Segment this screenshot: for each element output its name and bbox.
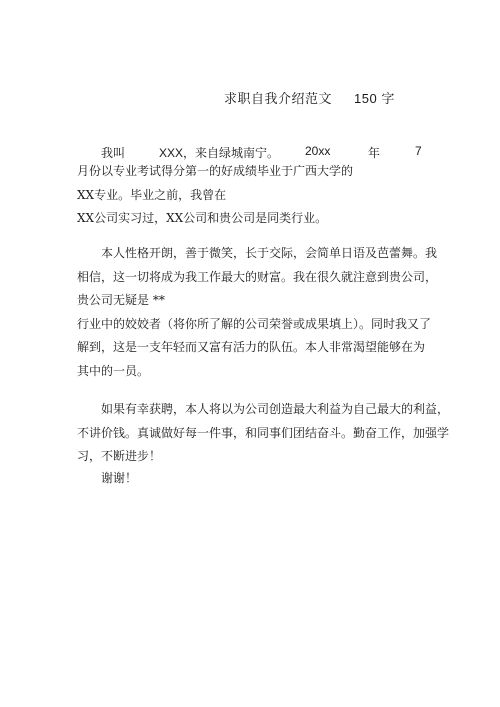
- para2-line-6: 其中的一员。: [77, 363, 150, 378]
- paragraph-1: [77, 160, 437, 231]
- para3-line-1: 如果有幸获聘，本人将以为公司创造最大利益为自己最大的利益，: [101, 402, 450, 416]
- title-text: 求职自我介绍范文: [224, 92, 333, 107]
- para2-line-5: 解到，这是一支年轻而又富有活力的队伍。本人非常渴望能够在为: [77, 340, 426, 354]
- para1-line-3: XX专业。毕业之前，我曾在: [77, 187, 227, 202]
- para3-line-2: 不讲价钱。真诚做好每一件事，和同事们团结奋斗。勤奋工作，加强学: [77, 425, 450, 440]
- closing-text: 谢谢！: [101, 471, 138, 485]
- paragraph-2: [77, 242, 437, 383]
- document-title: [224, 88, 395, 107]
- para1-line-2: 月份以专业考试得分第一的好成绩毕业于广西大学的: [77, 164, 354, 178]
- para1-word-1: 我叫: [101, 146, 126, 160]
- para2-line-1: 本人性格开朗，善于微笑，长于交际，会简单日语及芭蕾舞。我: [101, 246, 438, 260]
- title-word-count: 150 字: [354, 91, 395, 106]
- closing-paragraph: [77, 467, 437, 491]
- paragraph-3: [77, 398, 450, 469]
- para1-line-4: XX公司实习过，XX公司和贵公司是同类行业。: [77, 211, 328, 225]
- para2-line-4: 行业中的姣姣者（将你所了解的公司荣誉或成果填上）。同时我又了: [77, 316, 432, 331]
- para1-word-4: 年: [368, 146, 381, 160]
- para1-word-3: 20xx: [305, 144, 331, 158]
- para2-line-2: 相信，这一切将成为我工作最大的财富。我在很久就注意到贵公司，: [77, 269, 438, 284]
- para3-line-3: 习，不断进步！: [77, 449, 162, 463]
- para2-line-3: 贵公司无疑是 **: [77, 293, 165, 307]
- para1-word-5: 7: [415, 144, 422, 158]
- para1-word-2: XXX，来自绿城南宁。: [159, 146, 280, 160]
